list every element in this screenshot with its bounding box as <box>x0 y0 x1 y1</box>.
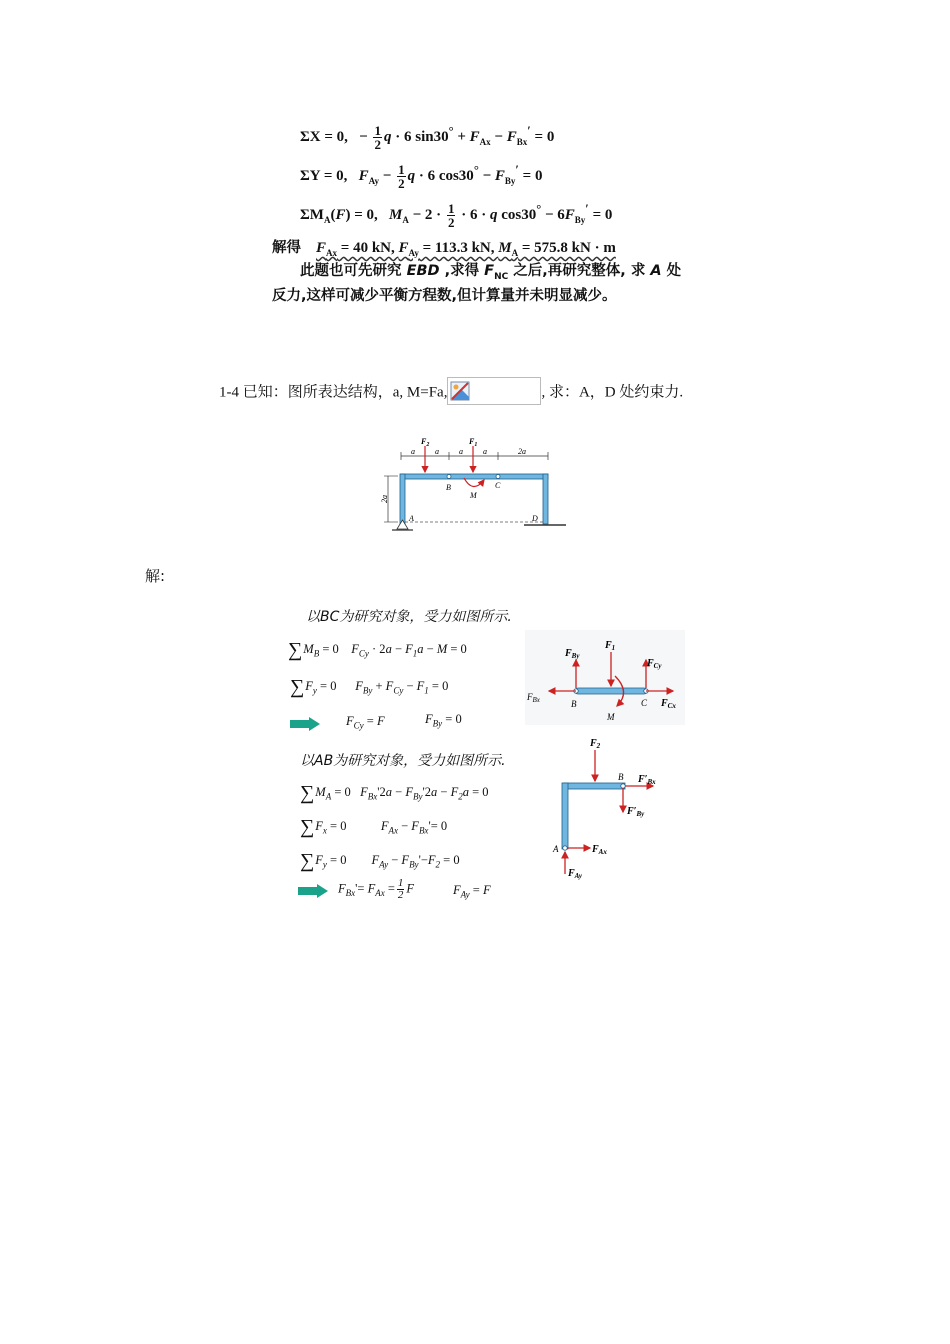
ab-free-body-figure <box>550 736 675 881</box>
label-a-ab: A <box>553 844 559 854</box>
label-b-ab: B <box>618 772 624 782</box>
structure-figure <box>378 434 568 534</box>
solution-label: 解: <box>145 567 166 585</box>
label-f2-ab: $F_2$ <box>590 738 601 750</box>
implies-arrow-icon <box>290 717 320 731</box>
label-b: B <box>446 483 451 492</box>
equation-sum-y: ΣY = 0, $F_{Ay}$ − $\frac{1}{2}$ q · 6 $\cos 30^\circ - F_{By}' = 0$ <box>300 162 543 192</box>
label-fbx-prime: $F'_{Bx}$ <box>638 774 656 786</box>
bc-eq-moment: $\sum M_B = 0$ $F_{Cy} \cdot 2a - F_1a - M = 0$ <box>288 639 467 661</box>
label-a: A <box>409 514 414 523</box>
bc-heading: 以BC为研究对象，受力如图所示. <box>306 609 512 625</box>
dim-a-3: a <box>459 447 463 456</box>
bc-eq-fy: $\sum F_y = 0$ $F_{By} + F_{Cy} - F_1 = 0$ <box>290 676 449 698</box>
broken-image-icon <box>447 377 541 405</box>
dim-a-2: a <box>435 447 439 456</box>
bc-result-fby: $F_{By} = 0$ <box>425 712 462 729</box>
label-f2: $F_2$ <box>421 437 430 448</box>
ab-eq-moment: $\sum M_A = 0$ $F_{Bx}'2a - F_{By}'2a - F_2a = 0$ <box>300 782 489 804</box>
label-f1: $F_1$ <box>469 437 478 448</box>
dim-2a-side: 2a <box>380 495 389 503</box>
problem-suffix: , 求：A，D 处约束力. <box>541 384 684 401</box>
label-fcx: $F_{Cx}$ <box>661 698 676 710</box>
label-f1-bc: $F_1$ <box>605 640 616 652</box>
label-fby-prime: $F'_{By}$ <box>627 806 645 818</box>
ab-heading: 以AB为研究对象，受力如图所示. <box>300 753 506 769</box>
label-m-bc: M <box>607 712 615 722</box>
problem-prefix: 1-4 已知：图所表达结构，a, M=Fa, <box>219 384 448 401</box>
note-line-2: 反力,这样可减少平衡方程数,但计算量并未明显减少。 <box>272 288 617 304</box>
label-b-bc: B <box>571 699 577 709</box>
label-fby: $F_{By}$ <box>565 648 580 660</box>
label-fbx: $F_{Bx}$ <box>527 692 540 704</box>
dim-2a-top: 2a <box>518 447 526 456</box>
equation-sum-x: ΣX = 0, − $\frac{1}{2}$ q · 6 $\sin 30^\circ + F_{Ax} - F_{Bx}' = 0$ <box>300 123 555 153</box>
bc-free-body-figure <box>525 630 685 725</box>
label-c-bc: C <box>641 698 648 708</box>
implies-arrow-icon-2 <box>298 884 328 898</box>
ab-eq-fx: $\sum F_x = 0$ $F_{Ax} - F_{Bx}'= 0$ <box>300 816 448 838</box>
result-line: 解得 $F_{Ax} = 40$ kN, $F_{Ay} = 113.3$ kN, $M_A = 575.8$ kN · m <box>272 240 616 258</box>
ab-result-fay: $F_{Ay} = F$ <box>453 883 491 900</box>
label-d: D <box>532 514 538 523</box>
dim-a-4: a <box>483 447 487 456</box>
note-line-1: 此题也可先研究 EBD ,求得 $F_{NC}$ 之后,再研究整体, 求 A 处 <box>300 263 682 282</box>
dim-a-1: a <box>411 447 415 456</box>
bc-result-fcy: $F_{Cy} = F$ <box>346 714 385 731</box>
label-c: C <box>495 481 501 490</box>
problem-statement <box>219 379 683 407</box>
label-fay: $F_{Ay}$ <box>568 868 582 880</box>
label-m: M <box>470 491 477 500</box>
label-fcy: $F_{Cy}$ <box>647 658 662 670</box>
ab-result-fbx: $F_{Bx}'= F_{Ax}$ = $\frac{1}{2}$ F <box>338 877 415 901</box>
ab-eq-fy: $\sum F_y = 0$ $F_{Ay} - F_{By}'-F_2 = 0$ <box>300 850 460 872</box>
equation-sum-moment-a: $\Sigma M_A(F) = 0$, $M_A - 2$ · $\frac{1}{2}$ · 6 · q $\cos 30^\circ - 6F_{By}' = 0$ <box>300 201 613 231</box>
label-fax: $F_{Ax}$ <box>592 844 607 856</box>
